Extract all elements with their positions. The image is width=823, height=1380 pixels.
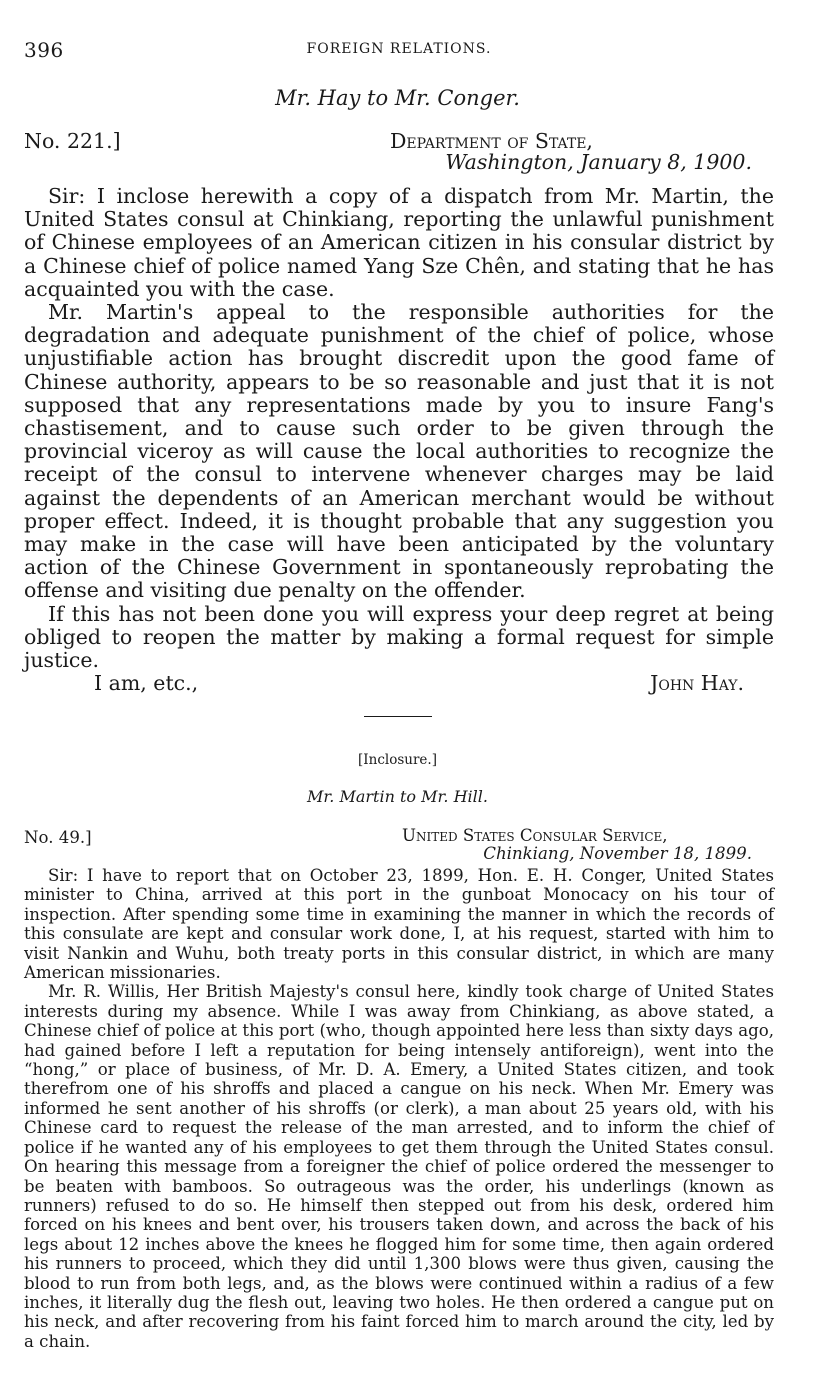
inclosure-martin-to-hill — [24, 826, 774, 1351]
inclosure-title: Mr. Martin to Mr. Hill. — [307, 787, 488, 806]
letter-number: No. 221.] — [24, 129, 121, 153]
department-heading: Department of State, — [390, 129, 593, 153]
inclosure-paragraph: Sir: I have to report that on October 23, 1899, Hon. E. H. Conger, United States minister to China, arrived at this port in the gunboat Monocacy on his tour of inspection. After spending some time in examining the manner in which the records of this consulate are kept and consular work done, I, at his request, started with him to visit Nankin and Wuhu, both treaty ports in this consular district, in which are many American missionaries. — [24, 866, 774, 983]
inclosure-paragraph: Mr. R. Willis, Her British Majesty's consul here, kindly took charge of United States interests during my absence. While I was away from Chinkiang, as above stated, a Chinese chief of police at this port (who, though appointed here less than sixty days ago, had gained before I left a reputation for being intensely antiforeign), went into the “hong,” or place of business, of Mr. D. A. Emery, a United States citizen, and took therefrom one of his shroffs and placed a cangue on his neck. When Mr. Emery was informed he sent another of his shroffs (or clerk), a man about 25 years old, with his Chinese card to request the release of the man arrested, and to inform the chief of police if he wanted any of his employees to get them through the United States consul. On hearing this message from a foreigner the chief of police ordered the messenger to be beaten with bamboos. So outrageous was the order, his underlings (known as runners) refused to do so. He himself then stepped out from his desk, ordered him forced on his knees and bent over, his trousers taken down, and across the back of his legs about 12 inches above the knees he flogged him for some time, then again ordered his runners to proceed, which they did until 1,300 blows were thus given, causing the blood to run from both legs, and, as the blows were continued within a radius of a few inches, it literally dug the flesh out, leaving two holes. He then ordered a cangue put on his neck, and after recovering from his faint forced him to march around the city, led by a chain. — [24, 982, 774, 1351]
page-number: 396 — [24, 38, 64, 62]
section-divider — [364, 716, 432, 717]
letter-signature: John Hay. — [650, 671, 744, 696]
letter-closing: I am, etc., — [94, 671, 199, 696]
letter-paragraph: Mr. Martin's appeal to the responsible authorities for the degradation and adequate punishment of the chief of police, whose unjustifiable action has brought discredit upon the good fame of Chinese authority, appears to be so reasonable and just that it is not supposed that any representations made by you to insure Fang's chastisement, and to cause such order to be given through the provincial viceroy as will cause the local authorities to recognize the receipt of the consul to intervene whenever charges may be laid against the dependents of an American merchant would be without proper effect. Indeed, it is thought probable that any suggestion you may make in the case will have been anticipated by the voluntary action of the Chinese Government in spontaneously reprobating the offense and visiting due penalty on the offender. — [24, 300, 774, 603]
letter-title: Mr. Hay to Mr. Conger. — [275, 86, 520, 110]
inclosure-label: [Inclosure.] — [358, 752, 437, 768]
letter-paragraph: If this has not been done you will express your deep regret at being obliged to reopen the matter by making a formal request for simple justice. — [24, 601, 774, 673]
letter-hay-to-conger — [24, 128, 774, 698]
inclosure-number: No. 49.] — [24, 828, 92, 847]
running-head: FOREIGN RELATIONS. — [306, 41, 492, 57]
letter-dateline: Washington, January 8, 1900. — [445, 150, 752, 174]
consular-heading: United States Consular Service, — [402, 826, 668, 845]
page-header — [24, 38, 774, 64]
inclosure-dateline: Chinkiang, November 18, 1899. — [483, 844, 752, 863]
letter-paragraph: Sir: I inclose herewith a copy of a dispatch from Mr. Martin, the United States consul at Chinkiang, reporting the unlawful punishment of Chinese employees of an American citizen in his consular district by a Chinese chief of police named Yang Sze Chên, and stating that he has acquainted you with the case. — [24, 184, 774, 301]
